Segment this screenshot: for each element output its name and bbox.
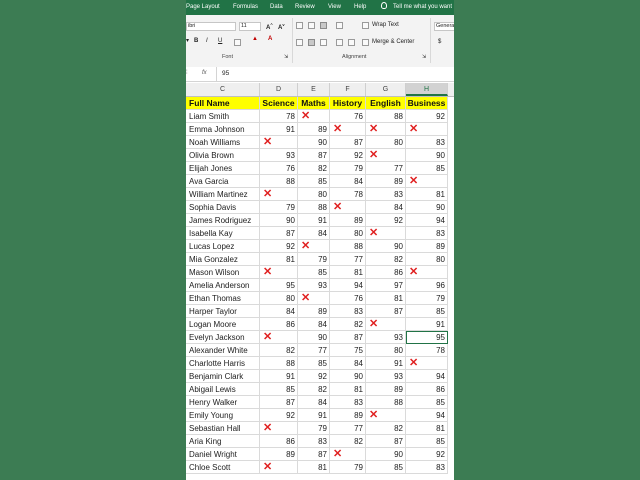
cell-business[interactable]: 83 bbox=[406, 227, 448, 240]
column-headers bbox=[186, 83, 454, 97]
cell-full-name[interactable]: Sophia Davis bbox=[186, 201, 260, 214]
table-row bbox=[186, 253, 454, 266]
formula-input[interactable]: 95 bbox=[222, 70, 230, 77]
font-dropdown-chevron-icon[interactable]: ▾ bbox=[186, 38, 190, 44]
cell-maths[interactable]: 91 bbox=[298, 409, 330, 422]
cell-business[interactable]: 85 bbox=[406, 396, 448, 409]
cell-business[interactable]: 94 bbox=[406, 214, 448, 227]
cell-history[interactable]: 83 bbox=[330, 305, 366, 318]
cross-mark-icon: ✕ bbox=[263, 188, 273, 200]
decrease-indent-icon[interactable] bbox=[336, 39, 343, 46]
cell-science[interactable]: 95 bbox=[260, 279, 298, 292]
column-header-c[interactable]: C bbox=[186, 83, 260, 96]
merge-center-button[interactable]: Merge & Center bbox=[372, 39, 415, 45]
cell-history[interactable]: 89 bbox=[330, 214, 366, 227]
cell-english[interactable] bbox=[366, 227, 406, 240]
cell-business[interactable]: 92 bbox=[406, 110, 448, 123]
spreadsheet-window bbox=[186, 0, 454, 480]
cell-history[interactable]: 84 bbox=[330, 357, 366, 370]
column-header-e[interactable]: E bbox=[298, 83, 330, 96]
cell-english[interactable]: 86 bbox=[366, 266, 406, 279]
table-row bbox=[186, 149, 454, 162]
column-header-f[interactable]: F bbox=[330, 83, 366, 96]
tab-review[interactable]: Review bbox=[295, 4, 315, 10]
cell-english[interactable]: 89 bbox=[366, 383, 406, 396]
header-english[interactable]: English bbox=[366, 97, 406, 110]
cell-full-name[interactable]: Daniel Wright bbox=[186, 448, 260, 461]
cell-full-name[interactable]: Chloe Scott bbox=[186, 461, 260, 474]
cell-history[interactable]: 79 bbox=[330, 162, 366, 175]
table-row bbox=[186, 162, 454, 175]
cell-history[interactable]: 82 bbox=[330, 318, 366, 331]
cell-full-name[interactable]: Emily Young bbox=[186, 409, 260, 422]
cell-science[interactable]: 80 bbox=[260, 292, 298, 305]
cell-full-name[interactable]: Amelia Anderson bbox=[186, 279, 260, 292]
table-row bbox=[186, 344, 454, 357]
formula-bar bbox=[186, 67, 454, 82]
table-row bbox=[186, 422, 454, 435]
cell-maths[interactable] bbox=[298, 110, 330, 123]
wrap-text-button[interactable]: Wrap Text bbox=[372, 22, 399, 28]
table-row bbox=[186, 292, 454, 305]
cell-science[interactable] bbox=[260, 188, 298, 201]
cell-history[interactable]: 87 bbox=[330, 331, 366, 344]
cell-science[interactable]: 91 bbox=[260, 370, 298, 383]
table-row bbox=[186, 448, 454, 461]
font-color-icon[interactable]: A bbox=[268, 36, 273, 42]
table-row bbox=[186, 461, 454, 474]
cross-mark-icon: ✕ bbox=[333, 123, 343, 135]
align-bottom-icon[interactable] bbox=[320, 22, 327, 29]
cell-science[interactable]: 88 bbox=[260, 357, 298, 370]
align-center-icon[interactable] bbox=[308, 39, 315, 46]
cell-maths[interactable]: 84 bbox=[298, 227, 330, 240]
cross-mark-icon: ✕ bbox=[369, 149, 379, 161]
table-row bbox=[186, 123, 454, 136]
tell-me-search[interactable]: Tell me what you want bbox=[393, 4, 453, 10]
cell-maths[interactable] bbox=[298, 292, 330, 305]
cell-history[interactable]: 94 bbox=[330, 279, 366, 292]
table-row bbox=[186, 305, 454, 318]
number-format-select[interactable]: Genera bbox=[434, 22, 454, 31]
cell-history[interactable]: 79 bbox=[330, 461, 366, 474]
cell-english[interactable]: 82 bbox=[366, 422, 406, 435]
alignment-dialog-launcher-icon[interactable]: ⇲ bbox=[422, 54, 427, 60]
header-full-name[interactable]: Full Name bbox=[186, 97, 260, 110]
cross-mark-icon: ✕ bbox=[301, 240, 311, 252]
cell-maths[interactable]: 79 bbox=[298, 422, 330, 435]
cell-science[interactable]: 85 bbox=[260, 383, 298, 396]
cell-maths[interactable]: 77 bbox=[298, 344, 330, 357]
table-row bbox=[186, 201, 454, 214]
table-row bbox=[186, 357, 454, 370]
table-row bbox=[186, 110, 454, 123]
cell-maths[interactable]: 85 bbox=[298, 175, 330, 188]
underline-button[interactable]: U bbox=[218, 38, 223, 44]
cell-full-name[interactable]: Aria King bbox=[186, 435, 260, 448]
cell-history[interactable]: 75 bbox=[330, 344, 366, 357]
cell-maths[interactable]: 80 bbox=[298, 188, 330, 201]
cell-science[interactable] bbox=[260, 461, 298, 474]
table-row bbox=[186, 370, 454, 383]
cell-full-name[interactable]: Mason Wilson bbox=[186, 266, 260, 279]
cell-english[interactable]: 91 bbox=[366, 357, 406, 370]
cell-full-name[interactable]: Liam Smith bbox=[186, 110, 260, 123]
cell-science[interactable]: 93 bbox=[260, 149, 298, 162]
ribbon-tab-bar bbox=[186, 0, 454, 15]
cell-science[interactable]: 82 bbox=[260, 344, 298, 357]
cell-english[interactable]: 88 bbox=[366, 110, 406, 123]
cross-mark-icon: ✕ bbox=[409, 357, 419, 369]
table-row bbox=[186, 383, 454, 396]
cell-english[interactable] bbox=[366, 318, 406, 331]
table-row bbox=[186, 396, 454, 409]
cell-maths[interactable]: 83 bbox=[298, 435, 330, 448]
cell-english[interactable] bbox=[366, 149, 406, 162]
fx-icon[interactable]: fx bbox=[202, 70, 207, 76]
cell-english[interactable]: 80 bbox=[366, 344, 406, 357]
cell-full-name[interactable]: Alexander White bbox=[186, 344, 260, 357]
cell-history[interactable]: 77 bbox=[330, 422, 366, 435]
decrease-font-icon[interactable]: $A^v$ bbox=[278, 22, 285, 31]
cell-science[interactable]: 91 bbox=[260, 123, 298, 136]
cell-science[interactable]: 81 bbox=[260, 253, 298, 266]
italic-button[interactable]: I bbox=[206, 38, 208, 44]
cell-english[interactable] bbox=[366, 123, 406, 136]
table-header-row bbox=[186, 97, 454, 110]
cell-maths[interactable]: 93 bbox=[298, 279, 330, 292]
cell-science[interactable]: 90 bbox=[260, 214, 298, 227]
tab-data[interactable]: Data bbox=[270, 4, 283, 10]
table-row bbox=[186, 240, 454, 253]
fill-color-icon[interactable]: ▲ bbox=[252, 36, 258, 42]
cell-science[interactable]: 87 bbox=[260, 227, 298, 240]
cell-full-name[interactable]: William Martinez bbox=[186, 188, 260, 201]
cell-full-name[interactable]: Ava Garcia bbox=[186, 175, 260, 188]
table-row bbox=[186, 266, 454, 279]
cell-business[interactable]: 83 bbox=[406, 461, 448, 474]
cell-science[interactable]: 86 bbox=[260, 318, 298, 331]
ribbon-home bbox=[186, 15, 454, 68]
cell-full-name[interactable]: Sebastian Hall bbox=[186, 422, 260, 435]
cell-english[interactable]: 87 bbox=[366, 305, 406, 318]
cell-maths[interactable]: 89 bbox=[298, 305, 330, 318]
cross-mark-icon: ✕ bbox=[263, 422, 273, 434]
cross-mark-icon: ✕ bbox=[333, 201, 343, 213]
cell-english[interactable]: 85 bbox=[366, 461, 406, 474]
cell-business[interactable]: 83 bbox=[406, 136, 448, 149]
cross-mark-icon: ✕ bbox=[263, 136, 273, 148]
formula-separator: ⁞ bbox=[186, 70, 188, 76]
lightbulb-icon bbox=[381, 2, 387, 9]
cell-maths[interactable]: 92 bbox=[298, 370, 330, 383]
cell-full-name[interactable]: Benjamin Clark bbox=[186, 370, 260, 383]
cell-business[interactable]: 90 bbox=[406, 149, 448, 162]
font-group-label: Font bbox=[222, 54, 234, 60]
font-name-select[interactable]: ibri bbox=[186, 22, 236, 31]
cross-mark-icon: ✕ bbox=[369, 227, 379, 239]
data-grid bbox=[186, 97, 454, 474]
cell-full-name[interactable]: Emma Johnson bbox=[186, 123, 260, 136]
cell-business[interactable]: 79 bbox=[406, 292, 448, 305]
cell-maths[interactable]: 88 bbox=[298, 201, 330, 214]
cell-business[interactable]: 90 bbox=[406, 201, 448, 214]
column-header-h[interactable]: H bbox=[406, 83, 448, 96]
header-science[interactable]: Science bbox=[260, 97, 298, 110]
cell-business[interactable]: 91 bbox=[406, 318, 448, 331]
cell-business[interactable]: 85 bbox=[406, 162, 448, 175]
cell-maths[interactable]: 84 bbox=[298, 318, 330, 331]
table-row bbox=[186, 227, 454, 240]
cell-science[interactable] bbox=[260, 136, 298, 149]
cell-full-name[interactable]: Ethan Thomas bbox=[186, 292, 260, 305]
column-header-d[interactable]: D bbox=[260, 83, 298, 96]
cell-business[interactable]: 92 bbox=[406, 448, 448, 461]
align-left-icon[interactable] bbox=[296, 39, 303, 46]
cell-business[interactable]: 95 bbox=[406, 331, 448, 344]
cell-business[interactable] bbox=[406, 266, 448, 279]
cell-science[interactable]: 92 bbox=[260, 409, 298, 422]
cell-business[interactable]: 85 bbox=[406, 435, 448, 448]
header-business[interactable]: Business bbox=[406, 97, 448, 110]
cell-maths[interactable]: 82 bbox=[298, 162, 330, 175]
cell-history[interactable]: 81 bbox=[330, 266, 366, 279]
cell-business[interactable]: 86 bbox=[406, 383, 448, 396]
wrap-text-icon[interactable] bbox=[362, 22, 369, 29]
alignment-group-label: Alignment bbox=[342, 54, 367, 60]
cell-business[interactable]: 94 bbox=[406, 370, 448, 383]
font-size-select[interactable]: 11 bbox=[239, 22, 261, 31]
cell-business[interactable]: 78 bbox=[406, 344, 448, 357]
cell-history[interactable]: 89 bbox=[330, 409, 366, 422]
cell-science[interactable]: 79 bbox=[260, 201, 298, 214]
cell-full-name[interactable]: Abigail Lewis bbox=[186, 383, 260, 396]
cell-history[interactable]: 80 bbox=[330, 227, 366, 240]
cell-full-name[interactable]: Harper Taylor bbox=[186, 305, 260, 318]
cell-full-name[interactable]: Henry Walker bbox=[186, 396, 260, 409]
cell-english[interactable]: 81 bbox=[366, 292, 406, 305]
cross-mark-icon: ✕ bbox=[369, 123, 379, 135]
table-row bbox=[186, 188, 454, 201]
cell-science[interactable]: 78 bbox=[260, 110, 298, 123]
header-history[interactable]: History bbox=[330, 97, 366, 110]
cell-full-name[interactable]: Isabella Kay bbox=[186, 227, 260, 240]
cell-maths[interactable]: 87 bbox=[298, 448, 330, 461]
bold-button[interactable]: B bbox=[194, 38, 199, 44]
cell-full-name[interactable]: Noah Williams bbox=[186, 136, 260, 149]
cell-science[interactable] bbox=[260, 266, 298, 279]
currency-format-button[interactable]: $ bbox=[438, 39, 442, 45]
cell-history[interactable] bbox=[330, 123, 366, 136]
table-row bbox=[186, 435, 454, 448]
cell-maths[interactable]: 90 bbox=[298, 136, 330, 149]
cell-english[interactable]: 97 bbox=[366, 279, 406, 292]
cell-history[interactable]: 81 bbox=[330, 383, 366, 396]
cell-maths[interactable]: 81 bbox=[298, 461, 330, 474]
cell-maths[interactable]: 79 bbox=[298, 253, 330, 266]
cell-maths[interactable]: 87 bbox=[298, 149, 330, 162]
cell-science[interactable]: 89 bbox=[260, 448, 298, 461]
cell-history[interactable]: 88 bbox=[330, 240, 366, 253]
tab-view[interactable]: View bbox=[328, 4, 341, 10]
cell-english[interactable]: 80 bbox=[366, 136, 406, 149]
cell-maths[interactable]: 82 bbox=[298, 383, 330, 396]
borders-icon[interactable] bbox=[234, 39, 241, 46]
cell-english[interactable]: 93 bbox=[366, 331, 406, 344]
table-row bbox=[186, 175, 454, 188]
cell-full-name[interactable]: Elijah Jones bbox=[186, 162, 260, 175]
cell-english[interactable]: 90 bbox=[366, 240, 406, 253]
cell-english[interactable]: 77 bbox=[366, 162, 406, 175]
align-middle-icon[interactable] bbox=[308, 22, 315, 29]
cell-history[interactable]: 83 bbox=[330, 396, 366, 409]
cross-mark-icon: ✕ bbox=[333, 448, 343, 460]
cell-business[interactable] bbox=[406, 175, 448, 188]
cell-history[interactable] bbox=[330, 201, 366, 214]
table-row bbox=[186, 136, 454, 149]
formula-divider bbox=[216, 67, 217, 81]
cell-full-name[interactable]: Olivia Brown bbox=[186, 149, 260, 162]
cell-english[interactable]: 84 bbox=[366, 201, 406, 214]
cell-history[interactable]: 82 bbox=[330, 435, 366, 448]
cell-full-name[interactable]: Mia Gonzalez bbox=[186, 253, 260, 266]
tab-formulas[interactable]: Formulas bbox=[233, 4, 259, 10]
cell-english[interactable]: 88 bbox=[366, 396, 406, 409]
cell-english[interactable]: 87 bbox=[366, 435, 406, 448]
cell-maths[interactable]: 89 bbox=[298, 123, 330, 136]
cross-mark-icon: ✕ bbox=[409, 266, 419, 278]
cell-history[interactable]: 78 bbox=[330, 188, 366, 201]
cross-mark-icon: ✕ bbox=[263, 331, 273, 343]
cross-mark-icon: ✕ bbox=[301, 110, 311, 122]
cell-history[interactable]: 76 bbox=[330, 110, 366, 123]
increase-indent-icon[interactable] bbox=[348, 39, 355, 46]
cell-history[interactable] bbox=[330, 448, 366, 461]
cell-history[interactable]: 90 bbox=[330, 370, 366, 383]
cell-history[interactable]: 84 bbox=[330, 175, 366, 188]
cell-business[interactable]: 85 bbox=[406, 305, 448, 318]
table-row bbox=[186, 214, 454, 227]
cell-full-name[interactable]: Charlotte Harris bbox=[186, 357, 260, 370]
cell-english[interactable]: 83 bbox=[366, 188, 406, 201]
align-top-icon[interactable] bbox=[296, 22, 303, 29]
cell-full-name[interactable]: James Rodriguez bbox=[186, 214, 260, 227]
cell-maths[interactable] bbox=[298, 240, 330, 253]
increase-font-icon[interactable]: A^ bbox=[266, 22, 273, 31]
cell-business[interactable]: 89 bbox=[406, 240, 448, 253]
cell-english[interactable]: 89 bbox=[366, 175, 406, 188]
cell-history[interactable]: 76 bbox=[330, 292, 366, 305]
cell-maths[interactable]: 85 bbox=[298, 266, 330, 279]
cell-business[interactable] bbox=[406, 123, 448, 136]
cell-science[interactable]: 92 bbox=[260, 240, 298, 253]
cell-science[interactable]: 86 bbox=[260, 435, 298, 448]
cross-mark-icon: ✕ bbox=[263, 266, 273, 278]
align-right-icon[interactable] bbox=[320, 39, 327, 46]
cell-business[interactable] bbox=[406, 357, 448, 370]
cell-full-name[interactable]: Evelyn Jackson bbox=[186, 331, 260, 344]
cell-science[interactable] bbox=[260, 331, 298, 344]
group-divider bbox=[430, 18, 431, 63]
tab-page-layout[interactable]: Page Layout bbox=[186, 4, 220, 10]
cross-mark-icon: ✕ bbox=[263, 461, 273, 473]
cell-english[interactable]: 92 bbox=[366, 214, 406, 227]
table-row bbox=[186, 318, 454, 331]
cell-maths[interactable]: 90 bbox=[298, 331, 330, 344]
cell-maths[interactable]: 91 bbox=[298, 214, 330, 227]
cell-business[interactable]: 94 bbox=[406, 409, 448, 422]
cell-english[interactable]: 93 bbox=[366, 370, 406, 383]
cell-full-name[interactable]: Logan Moore bbox=[186, 318, 260, 331]
cross-mark-icon: ✕ bbox=[369, 409, 379, 421]
column-header-g[interactable]: G bbox=[366, 83, 406, 96]
tab-help[interactable]: Help bbox=[354, 4, 367, 10]
cell-business[interactable]: 80 bbox=[406, 253, 448, 266]
cell-english[interactable]: 82 bbox=[366, 253, 406, 266]
cross-mark-icon: ✕ bbox=[301, 292, 311, 304]
table-row bbox=[186, 279, 454, 292]
cell-full-name[interactable]: Lucas Lopez bbox=[186, 240, 260, 253]
font-dialog-launcher-icon[interactable]: ⇲ bbox=[284, 54, 289, 60]
cell-history[interactable]: 77 bbox=[330, 253, 366, 266]
table-row bbox=[186, 409, 454, 422]
orientation-icon[interactable] bbox=[336, 22, 343, 29]
cell-business[interactable]: 81 bbox=[406, 422, 448, 435]
cell-history[interactable]: 87 bbox=[330, 136, 366, 149]
cross-mark-icon: ✕ bbox=[409, 175, 419, 187]
cell-english[interactable]: 90 bbox=[366, 448, 406, 461]
table-row bbox=[186, 331, 454, 344]
cell-science[interactable]: 84 bbox=[260, 305, 298, 318]
cell-science[interactable]: 88 bbox=[260, 175, 298, 188]
cell-history[interactable]: 92 bbox=[330, 149, 366, 162]
cell-science[interactable]: 76 bbox=[260, 162, 298, 175]
header-maths[interactable]: Maths bbox=[298, 97, 330, 110]
cell-english[interactable] bbox=[366, 409, 406, 422]
cell-science[interactable]: 87 bbox=[260, 396, 298, 409]
cell-business[interactable]: 96 bbox=[406, 279, 448, 292]
group-divider bbox=[292, 18, 293, 63]
cross-mark-icon: ✕ bbox=[369, 318, 379, 330]
cross-mark-icon: ✕ bbox=[409, 123, 419, 135]
merge-center-icon[interactable] bbox=[362, 39, 369, 46]
cell-maths[interactable]: 84 bbox=[298, 396, 330, 409]
cell-business[interactable]: 81 bbox=[406, 188, 448, 201]
cell-science[interactable] bbox=[260, 422, 298, 435]
cell-maths[interactable]: 85 bbox=[298, 357, 330, 370]
